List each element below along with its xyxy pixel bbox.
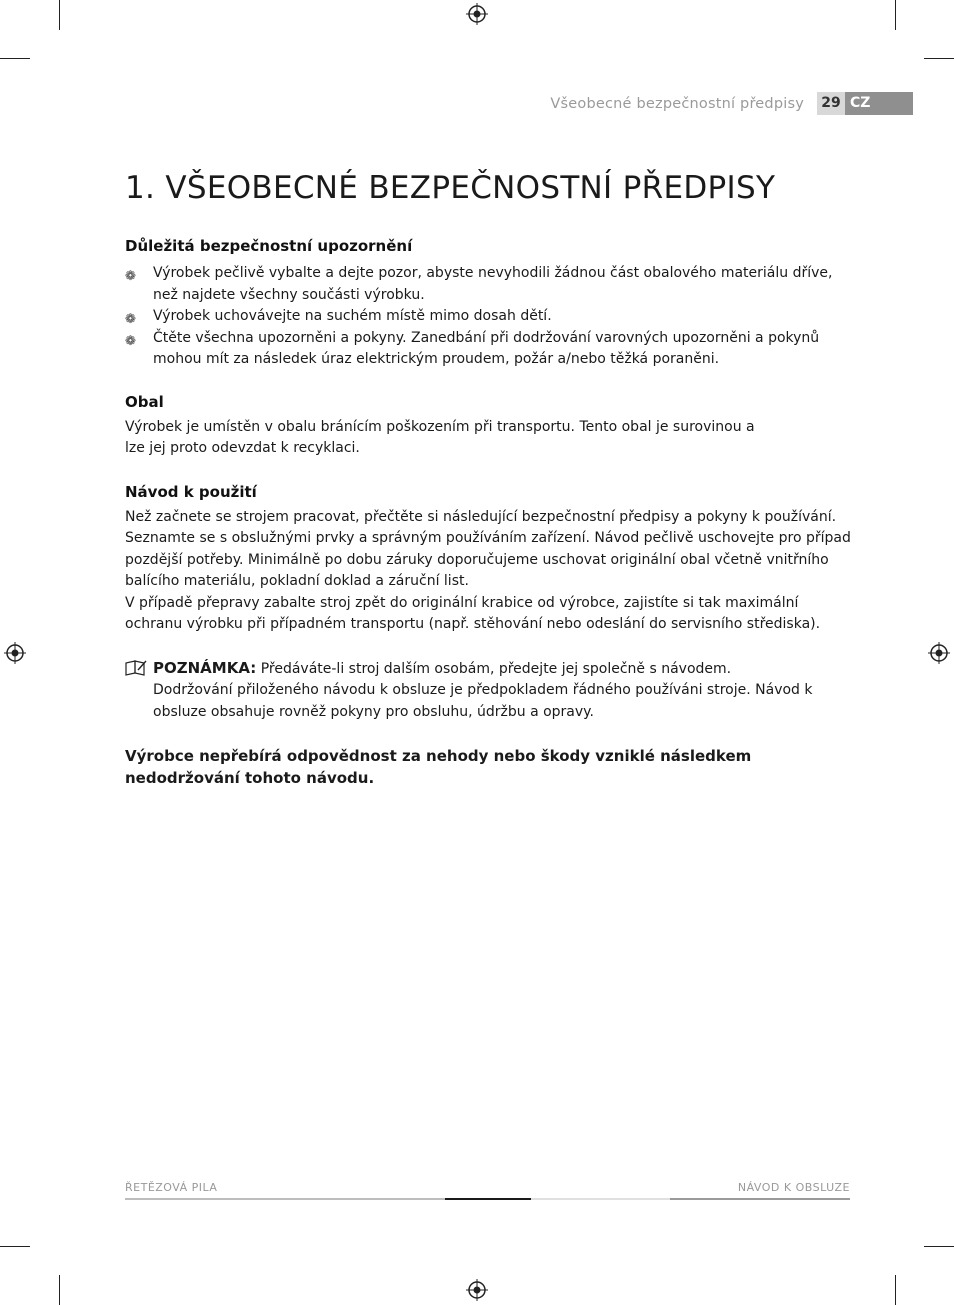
section-heading: Důležitá bezpečnostní upozornění [125,237,413,255]
note-book-icon [125,660,147,676]
language-tab: CZ [845,92,913,115]
crop-mark [895,0,896,30]
section-text: Než začnete se strojem pracovat, přečtěte si následující bezpečnostní předpisy a pokyny k používání. Seznamte se s obslužnými prvky a správným používáním zařízení. Návod pečlivě uschovejte pro případ pozdější potřeby. Minimálně po dobu záruky doporučujeme uschovat originální obal včetně vnitřního balícího materiálu, pokladní doklad a záruční list. [125,508,851,589]
gear-bullet-icon: ❁ [125,269,136,284]
note-text: Předáváte-li stroj dalším osobám, předejte jej společně s návodem. [260,660,732,677]
page-content [125,170,855,789]
gear-bullet-icon: ❁ [125,333,136,349]
crop-mark [59,0,60,30]
bullet-list [125,263,855,371]
section-text: V případě přepravy zabalte stroj zpět do originální krabice od výrobce, zajistíte si tak maximální ochranu výrobku při případném transportu (např. stěhování nebo odeslání do servisního střediska). [125,594,821,632]
crop-mark [0,1246,30,1247]
registration-mark-icon [466,1279,488,1301]
running-header-title: Všeobecné bezpečnostní předpisy [550,96,804,112]
crop-mark [59,1275,60,1305]
section-packaging [125,393,855,460]
section-text: Výrobek je umístěn v obalu bránícím poškozením při transportu. Tento obal je surovinou a lze jej proto odevzdat k recyklaci. [125,418,755,456]
footer-manual: NÁVOD K OBSLUZE [737,1181,850,1194]
registration-mark-icon [4,642,26,664]
section-safety [125,237,855,371]
section-heading: Obal [125,392,164,411]
note-label: POZNÁMKA: [153,658,257,677]
page-title: 1. VŠEOBECNÉ BEZPEČNOSTNÍ PŘEDPISY [125,170,776,206]
crop-mark [895,1275,896,1305]
crop-mark [924,1246,954,1247]
list-item: ❁ Výrobek uchovávejte na suchém místě mimo dosah dětí. [125,306,855,328]
crop-mark [0,58,30,59]
liability-warning: Výrobce nepřebírá odpovědnost za nehody nebo škody vzniklé následkem nedodržování tohoto návodu. [125,747,752,787]
footer-rule [125,1198,850,1200]
section-heading: Návod k použití [125,482,257,501]
note-box [125,658,855,724]
registration-mark-icon [466,3,488,25]
section-manual [125,483,855,636]
list-item: ❁ Výrobek pečlivě vybalte a dejte pozor, abyste nevyhodili žádnou část obalového materiálu dříve, než najdete všechny součásti výrobku. [125,265,833,303]
list-item: ❁ Čtěte všechna upozorněni a pokyny. Zanedbání při dodržování varovných upozorněni a pokynů mohou mít za následek úraz elektrickým proudem, požár a/nebo těžká poraněni. [125,329,820,367]
page-number: 29 [817,92,845,115]
registration-mark-icon [928,642,950,664]
crop-mark [924,58,954,59]
note-text: Dodržování přiloženého návodu k obsluze je předpokladem řádného používáni stroje. Návod k obsluze obsahuje rovněž pokyny pro obsluhu, údržbu a opravy. [153,682,813,720]
gear-bullet-icon: ❁ [125,312,136,327]
footer-product: ŘETĚZOVÁ PILA [125,1181,218,1194]
